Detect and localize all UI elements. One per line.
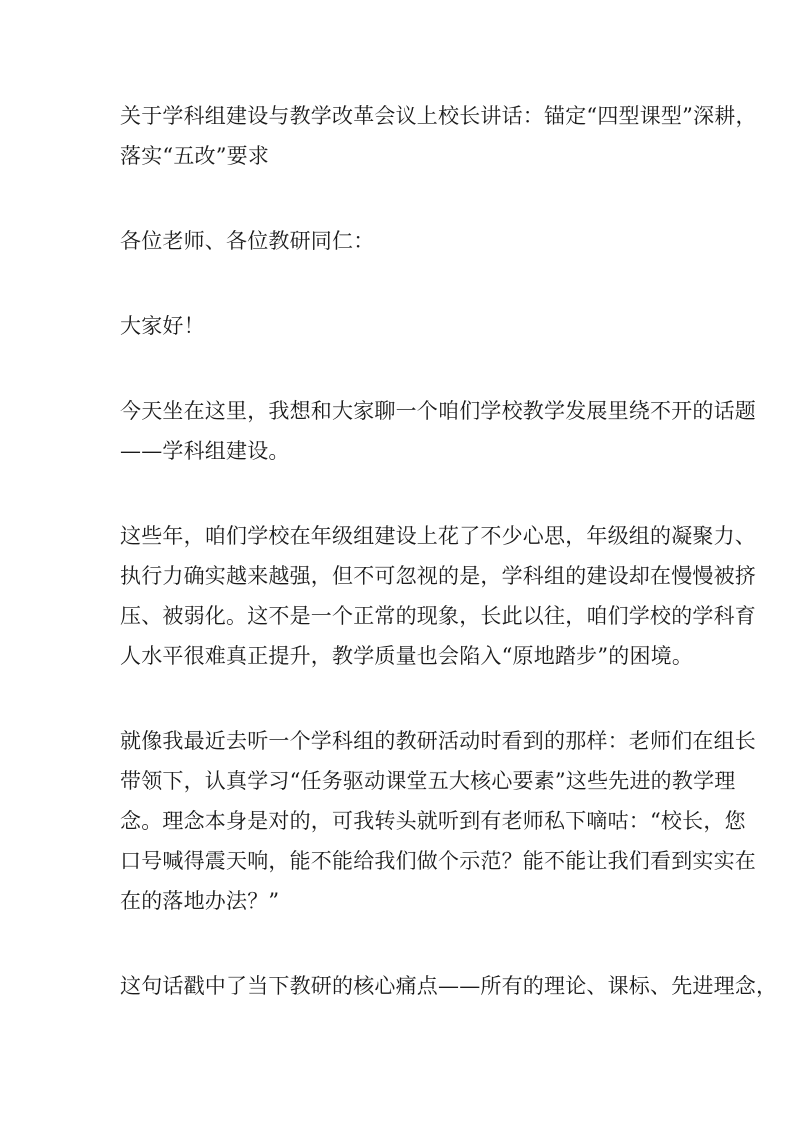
paragraph-line: 这句话戳中了当下教研的核心痛点——所有的理论、课标、先进理念， — [120, 974, 778, 998]
title-line: 关于学科组建设与教学改革会议上校长讲话：锚定“四型课型”深耕， — [120, 104, 757, 128]
document-page — [120, 96, 778, 1051]
greeting-text: 大家好！ — [120, 314, 205, 338]
paragraph-intro — [120, 391, 756, 471]
paragraph-line: 压、被弱化。这不是一个正常的现象，长此以往，咱们学校的学科育 — [120, 604, 756, 628]
salutation-text: 各位老师、各位教研同仁： — [120, 229, 375, 253]
greeting — [120, 306, 676, 346]
paragraph-line: 念。理念本身是对的，可我转头就听到有老师私下嘀咕：“校长，您 — [120, 809, 746, 833]
paragraph-pain-point — [120, 966, 778, 1006]
paragraph-line: 在的落地办法？” — [120, 889, 280, 913]
paragraph-line: 今天坐在这里，我想和大家聊一个咱们学校教学发展里绕不开的话题 — [120, 399, 756, 423]
paragraph-line: 口号喊得震天响，能不能给我们做个示范？能不能让我们看到实实在 — [120, 849, 756, 873]
paragraph-background — [120, 516, 756, 676]
document-title — [120, 96, 757, 176]
paragraph-line: 这些年，咱们学校在年级组建设上花了不少心思，年级组的凝聚力、 — [120, 524, 756, 548]
paragraph-line: 带领下，认真学习“任务驱动课堂五大核心要素”这些先进的教学理 — [120, 769, 736, 793]
title-line: 落实“五改”要求 — [120, 144, 270, 168]
paragraph-line: 人水平很难真正提升，教学质量也会陷入“原地踏步”的困境。 — [120, 644, 694, 668]
salutation — [120, 221, 676, 261]
paragraph-line: 执行力确实越来越强，但不可忽视的是，学科组的建设却在慢慢被挤 — [120, 564, 756, 588]
paragraph-line: ——学科组建设。 — [120, 439, 290, 463]
paragraph-example — [120, 721, 756, 921]
paragraph-line: 就像我最近去听一个学科组的教研活动时看到的那样：老师们在组长 — [120, 729, 756, 753]
